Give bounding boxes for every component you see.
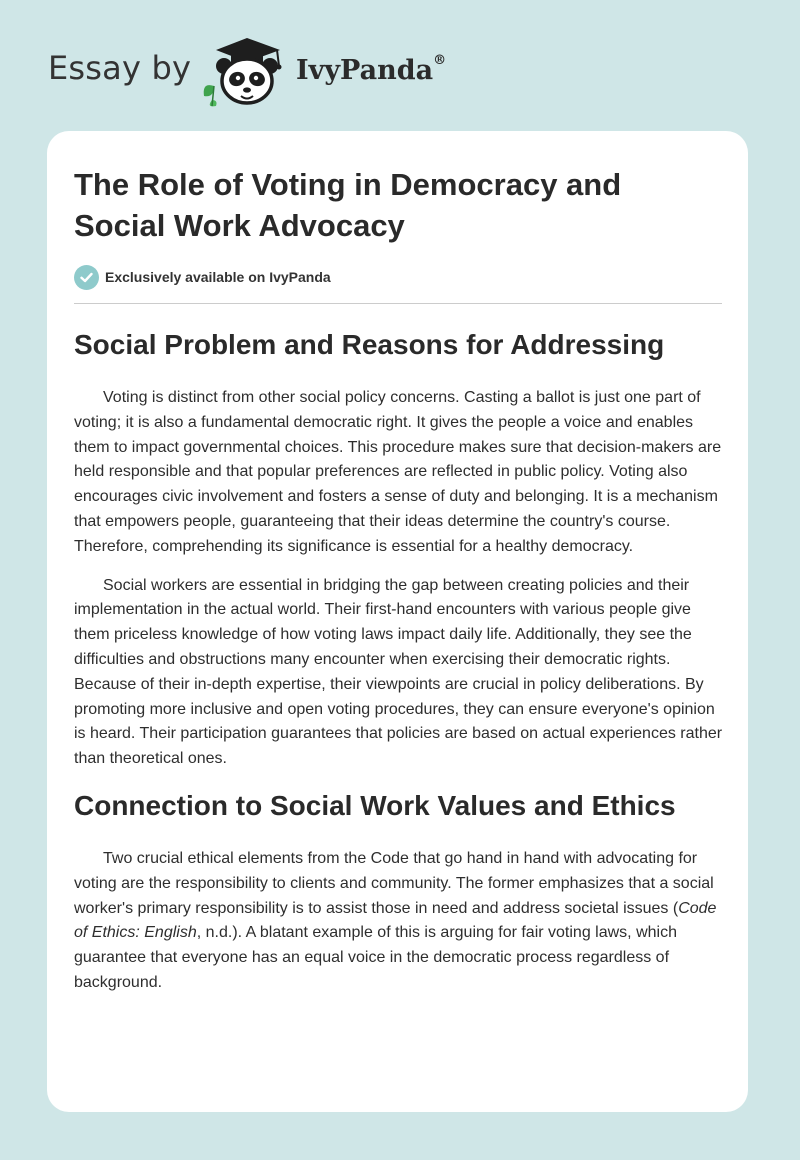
paragraph-text: Two crucial ethical elements from the Code that go hand in hand with advocating for voting are the responsibility to clients and community. The former emphasizes that a social worker's primary responsibility is to assist those in need and address societal issues ( — [74, 849, 714, 917]
paragraph — [74, 847, 724, 996]
site-header — [0, 0, 800, 130]
paragraph: Social workers are essential in bridging the gap between creating policies and their implementation in the actual world. Their first-hand encounters with various people give them priceless knowledge of how voting laws impact daily life. Additionally, they see the difficulties and obstructions many encounter when exercising their democratic rights. Because of their in-depth expertise, their viewpoints are crucial in policy deliberations. By promoting more inclusive and open voting procedures, they can ensure everyone's opinion is heard. Their participation guarantees that policies are based on actual experiences rather than theoretical ones. — [74, 576, 723, 768]
essay-card — [47, 131, 748, 1112]
citation-title: Code of Ethics: English — [74, 899, 717, 942]
essay-title: The Role of Voting in Democracy and Social Work Advocacy — [74, 167, 622, 243]
brand-prefix: Essay by — [48, 49, 192, 87]
section-heading: Connection to Social Work Values and Ethics — [74, 789, 676, 821]
badge-text: Exclusively available on IvyPanda — [105, 269, 331, 285]
essay-body — [74, 321, 724, 1010]
paragraph-text: , n.d.). A blatant example of this is arguing for fair voting laws, which guarantee that everyone has an equal voice in the democratic process regardless of background. — [74, 924, 677, 991]
brand-name-text: IvyPanda — [296, 55, 434, 86]
paragraph: Voting is distinct from other social policy concerns. Casting a ballot is just one part of voting; it is also a fundamental democratic right. It gives the people a voice and enables them to impact governmental choices. This procedure makes sure that decision-makers are held responsible and that popular preferences are reflected in public policy. Voting also encourages civic involvement and fosters a sense of duty and belonging. It is a mechanism that empowers people, guaranteeing that their ideas determine the country's course. Therefore, comprehending its significance is essential for a healthy democracy. — [74, 389, 722, 555]
exclusive-badge — [74, 264, 331, 290]
registered-mark: ® — [433, 53, 447, 68]
brand-name[interactable] — [296, 55, 446, 86]
panda-logo-icon[interactable] — [200, 34, 292, 108]
divider — [74, 303, 722, 304]
section-heading: Social Problem and Reasons for Addressing — [74, 329, 665, 360]
check-icon — [74, 265, 99, 290]
